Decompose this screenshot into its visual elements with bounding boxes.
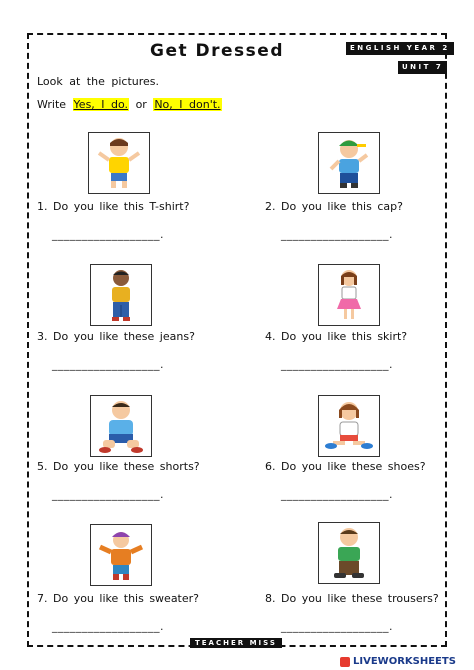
question-1: 1. Do you like this T-shirt? [37, 200, 190, 213]
answer-line-7[interactable]: __________________. [52, 620, 164, 633]
unit-badge: UNIT 7 [398, 61, 447, 74]
child-shorts-picture [90, 395, 152, 457]
answer-line-5[interactable]: __________________. [52, 488, 164, 501]
answer-line-8[interactable]: __________________. [281, 620, 393, 633]
question-3: 3. Do you like these jeans? [37, 330, 195, 343]
question-6: 6. Do you like these shoes? [265, 460, 426, 473]
answer-line-6[interactable]: __________________. [281, 488, 393, 501]
answer-yes-highlight: Yes, I do. [73, 98, 129, 111]
child-shoes-picture [318, 395, 380, 457]
instruction-or: or [135, 98, 147, 111]
child-tshirt-picture [88, 132, 150, 194]
question-4: 4. Do you like this skirt? [265, 330, 408, 343]
answer-line-2[interactable]: __________________. [281, 228, 393, 241]
liveworksheets-logo-icon [340, 657, 350, 667]
answer-line-3[interactable]: __________________. [52, 358, 164, 371]
page-title: Get Dressed [150, 41, 284, 61]
answer-line-4[interactable]: __________________. [281, 358, 393, 371]
answer-no-highlight: No, I don't. [154, 98, 221, 111]
child-skirt-picture [318, 264, 380, 326]
subject-badge: ENGLISH YEAR 2 [346, 42, 454, 55]
answer-line-1[interactable]: __________________. [52, 228, 164, 241]
instruction-write-label: Write [37, 98, 67, 111]
instruction-write [37, 98, 222, 111]
teacher-credit: TEACHER MISS [190, 638, 282, 648]
question-8: 8. Do you like these trousers? [265, 592, 439, 605]
child-cap-picture [318, 132, 380, 194]
child-jeans-picture [90, 264, 152, 326]
liveworksheets-watermark [338, 655, 458, 668]
instruction-look: Look at the pictures. [37, 75, 160, 88]
question-5: 5. Do you like these shorts? [37, 460, 200, 473]
child-trousers-picture [318, 522, 380, 584]
question-7: 7. Do you like this sweater? [37, 592, 199, 605]
child-sweater-picture [90, 524, 152, 586]
question-2: 2. Do you like this cap? [265, 200, 403, 213]
watermark-text: LIVEWORKSHEETS [353, 656, 456, 667]
